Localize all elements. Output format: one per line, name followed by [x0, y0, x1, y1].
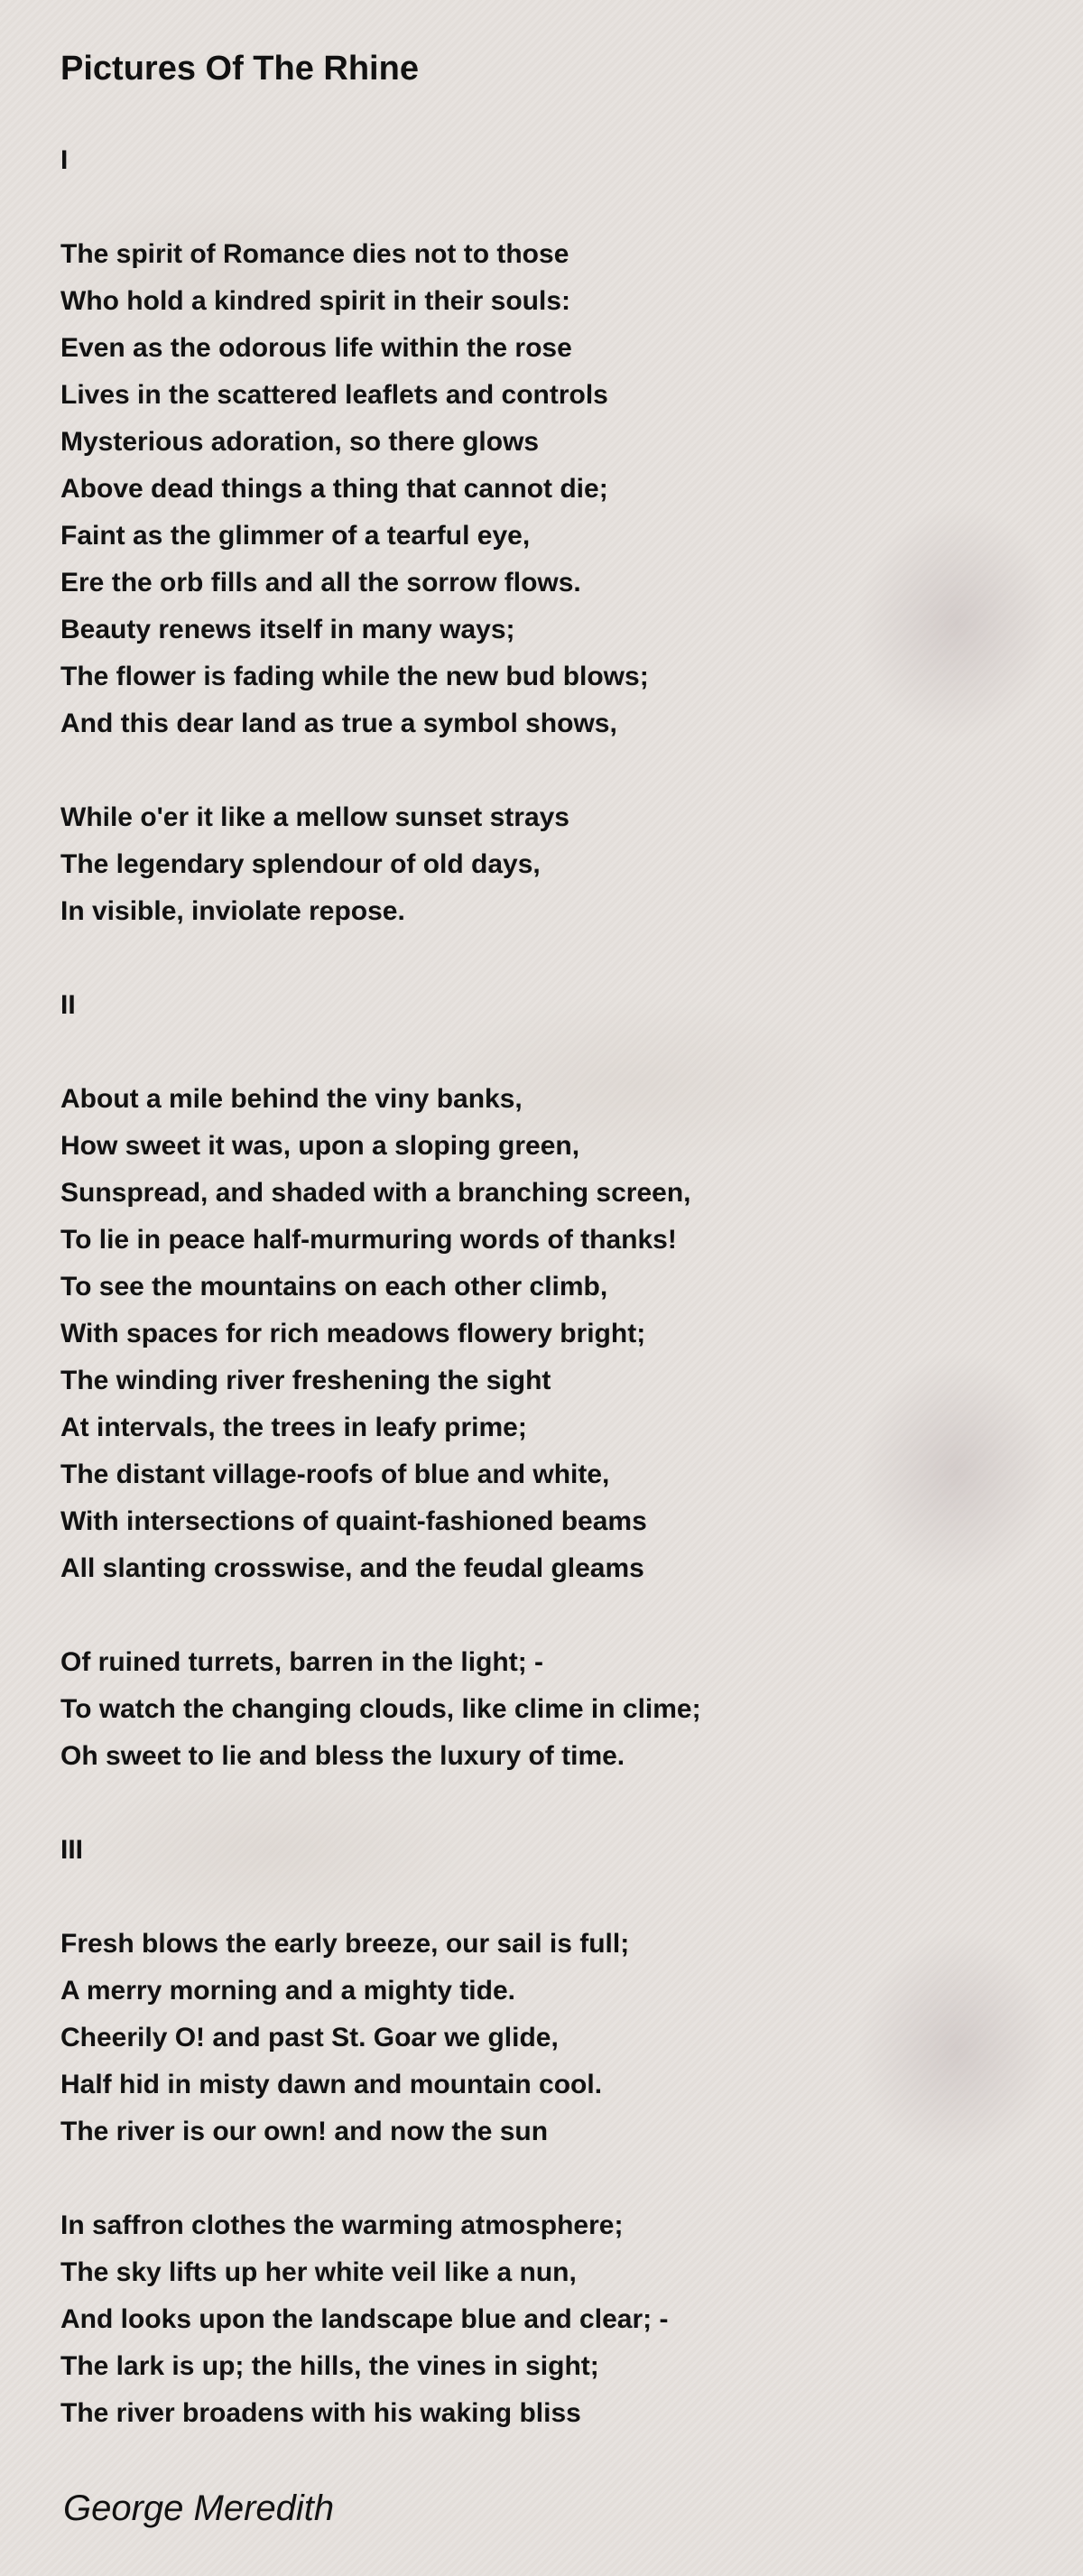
poem-title: Pictures Of The Rhine — [60, 50, 419, 88]
poem-author: George Meredith — [63, 2488, 335, 2528]
poem-line: A merry morning and a mighty tide. — [60, 1976, 515, 2006]
poem-line: While o'er it like a mellow sunset strays — [60, 802, 569, 832]
poem-line: Who hold a kindred spirit in their souls: — [60, 286, 571, 316]
poem-line: About a mile behind the viny banks, — [60, 1084, 523, 1114]
stanza — [60, 1639, 1035, 1780]
poem-line: Faint as the glimmer of a tearful eye, — [60, 521, 531, 551]
poem-line: Lives in the scattered leaflets and controls — [60, 380, 608, 410]
poem-container — [60, 43, 1035, 2437]
poem-line: At intervals, the trees in leafy prime; — [60, 1413, 527, 1442]
poem-line: Above dead things a thing that cannot die; — [60, 474, 608, 504]
stanza — [60, 137, 1035, 184]
poem-line: In saffron clothes the warming atmosphere; — [60, 2210, 624, 2240]
poem-line: With spaces for rich meadows flowery bright; — [60, 1319, 646, 1348]
poem-line: The winding river freshening the sight — [60, 1366, 551, 1395]
poem-line: All slanting crosswise, and the feudal gleams — [60, 1553, 644, 1583]
poem-line: The sky lifts up her white veil like a nun, — [60, 2257, 577, 2287]
poem-line: To lie in peace half-murmuring words of thanks! — [60, 1225, 677, 1255]
poem-line: And looks upon the landscape blue and clear; - — [60, 2304, 669, 2334]
poem-line: Beauty renews itself in many ways; — [60, 615, 515, 644]
stanza — [60, 231, 1035, 747]
stanza — [60, 2202, 1035, 2437]
poem-line: The flower is fading while the new bud blows; — [60, 662, 649, 691]
poem-line: II — [60, 990, 76, 1020]
stanza — [60, 794, 1035, 935]
poem-line: In visible, inviolate repose. — [60, 896, 405, 926]
poem-line: Mysterious adoration, so there glows — [60, 427, 540, 457]
poem-line: And this dear land as true a symbol shows, — [60, 709, 617, 738]
poem-line: Even as the odorous life within the rose — [60, 333, 572, 363]
poem-line: Oh sweet to lie and bless the luxury of time. — [60, 1741, 625, 1771]
poem-line: Half hid in misty dawn and mountain cool. — [60, 2070, 603, 2099]
poem-line: To watch the changing clouds, like clime in clime; — [60, 1694, 701, 1724]
poem-line: Cheerily O! and past St. Goar we glide, — [60, 2023, 559, 2052]
stanza — [60, 982, 1035, 1029]
stanza — [60, 1076, 1035, 1592]
stanza — [60, 1827, 1035, 1874]
poem-line: Of ruined turrets, barren in the light; - — [60, 1647, 544, 1677]
poem-line: Fresh blows the early breeze, our sail is full; — [60, 1929, 630, 1959]
stanza — [60, 1921, 1035, 2155]
poem-line: The legendary splendour of old days, — [60, 849, 541, 879]
poem-line: III — [60, 1835, 84, 1865]
poem-line: Ere the orb fills and all the sorrow flows. — [60, 568, 581, 598]
poem-line: The lark is up; the hills, the vines in sight; — [60, 2351, 599, 2381]
poem-line: The spirit of Romance dies not to those — [60, 239, 569, 269]
poem-line: To see the mountains on each other climb, — [60, 1272, 608, 1302]
poem-line: The distant village-roofs of blue and white, — [60, 1459, 610, 1489]
poem-line: With intersections of quaint-fashioned beams — [60, 1506, 647, 1536]
poem-line: How sweet it was, upon a sloping green, — [60, 1131, 580, 1161]
poem-line: I — [60, 145, 69, 175]
poem-body — [60, 137, 1035, 2437]
poem-line: The river broadens with his waking bliss — [60, 2398, 581, 2428]
poem-line: Sunspread, and shaded with a branching screen, — [60, 1178, 691, 1208]
poem-line: The river is our own! and now the sun — [60, 2117, 549, 2146]
